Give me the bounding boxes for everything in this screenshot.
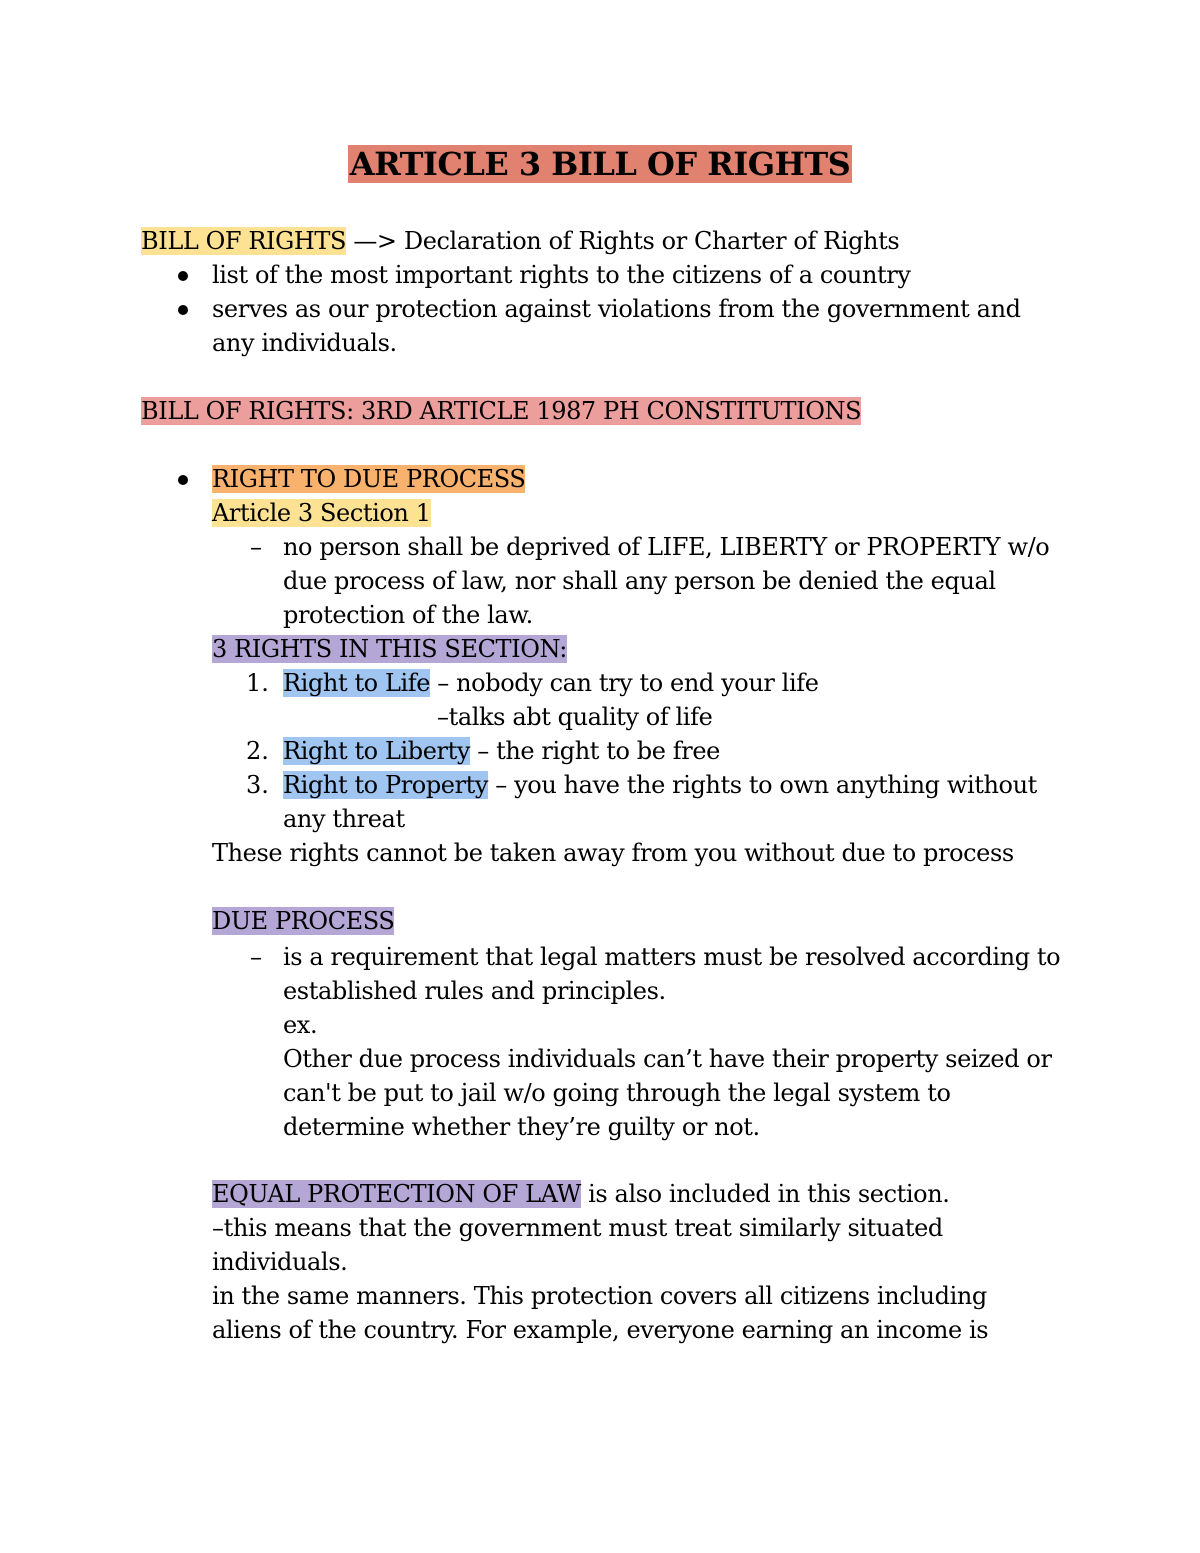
dash-marker: –: [250, 943, 262, 971]
rights-heading: [212, 632, 567, 666]
page-title: [0, 142, 1200, 186]
intro-bullet-2: serves as our protection against violations from the government and: [212, 295, 1021, 323]
due-process-right-heading: [212, 462, 525, 496]
due-process-line-4: Other due process individuals can’t have their property seized or: [283, 1045, 1052, 1073]
equal-protection-line-4: aliens of the country. For example, everyone earning an income is: [212, 1316, 989, 1344]
right-to-property-extra: any threat: [283, 805, 405, 833]
rights-heading-text: 3 RIGHTS IN THIS SECTION:: [212, 635, 567, 663]
right-to-liberty-label: Right to Liberty: [283, 737, 471, 765]
list-number: 2.: [246, 737, 269, 765]
equal-protection-heading-text: EQUAL PROTECTION OF LAW: [212, 1180, 581, 1208]
equal-protection-heading: [212, 1177, 950, 1211]
section-text-3: protection of the law.: [283, 601, 533, 629]
due-process-heading-text: DUE PROCESS: [212, 907, 395, 935]
equal-protection-line-2: individuals.: [212, 1248, 348, 1276]
dash-marker: –: [250, 533, 262, 561]
article-reference: [212, 496, 431, 530]
bill-of-rights-definition: —> Declaration of Rights or Charter of Rights: [346, 227, 900, 255]
right-to-life-label: Right to Life: [283, 669, 431, 697]
equal-protection-line-1: –this means that the government must treat similarly situated: [212, 1214, 943, 1242]
equal-protection-line-3: in the same manners. This protection covers all citizens including: [212, 1282, 987, 1310]
section-heading: [141, 394, 861, 428]
intro-bullet-1: list of the most important rights to the citizens of a country: [212, 261, 911, 289]
intro-line: [141, 224, 899, 258]
equal-protection-heading-rest: is also included in this section.: [580, 1180, 950, 1208]
bill-of-rights-term: BILL OF RIGHTS: [141, 227, 347, 255]
list-number: 1.: [246, 669, 269, 697]
section-text-1: no person shall be deprived of LIFE, LIBERTY or PROPERTY w/o: [283, 533, 1050, 561]
right-to-liberty: [283, 734, 720, 768]
right-to-property-desc: – you have the rights to own anything without: [488, 771, 1037, 799]
right-to-property: [283, 768, 1037, 802]
list-number: 3.: [246, 771, 269, 799]
due-process-right-heading-text: RIGHT TO DUE PROCESS: [212, 465, 526, 493]
due-process-line-2: established rules and principles.: [283, 977, 666, 1005]
section-heading-text: BILL OF RIGHTS: 3RD ARTICLE 1987 PH CONSTITUTIONS: [141, 397, 862, 425]
right-to-life: [283, 666, 819, 700]
bullet-icon: [178, 271, 188, 281]
due-process-line-5: can't be put to jail w/o going through the legal system to: [283, 1079, 951, 1107]
due-process-line-1: is a requirement that legal matters must be resolved according to: [283, 943, 1061, 971]
bullet-icon: [178, 475, 188, 485]
bullet-icon: [178, 305, 188, 315]
right-to-life-desc: – nobody can try to end your life: [430, 669, 819, 697]
intro-bullet-2-cont: any individuals.: [212, 329, 397, 357]
title-highlight: ARTICLE 3 BILL OF RIGHTS: [349, 145, 851, 183]
due-process-line-6: determine whether they’re guilty or not.: [283, 1113, 760, 1141]
rights-closing: These rights cannot be taken away from you without due to process: [212, 839, 1014, 867]
article-reference-text: Article 3 Section 1: [212, 499, 431, 527]
due-process-line-3: ex.: [283, 1011, 318, 1039]
right-to-liberty-desc: – the right to be free: [470, 737, 720, 765]
right-to-property-label: Right to Property: [283, 771, 489, 799]
right-to-life-extra: –talks abt quality of life: [437, 703, 713, 731]
due-process-heading: [212, 904, 394, 938]
section-text-2: due process of law, nor shall any person be denied the equal: [283, 567, 996, 595]
